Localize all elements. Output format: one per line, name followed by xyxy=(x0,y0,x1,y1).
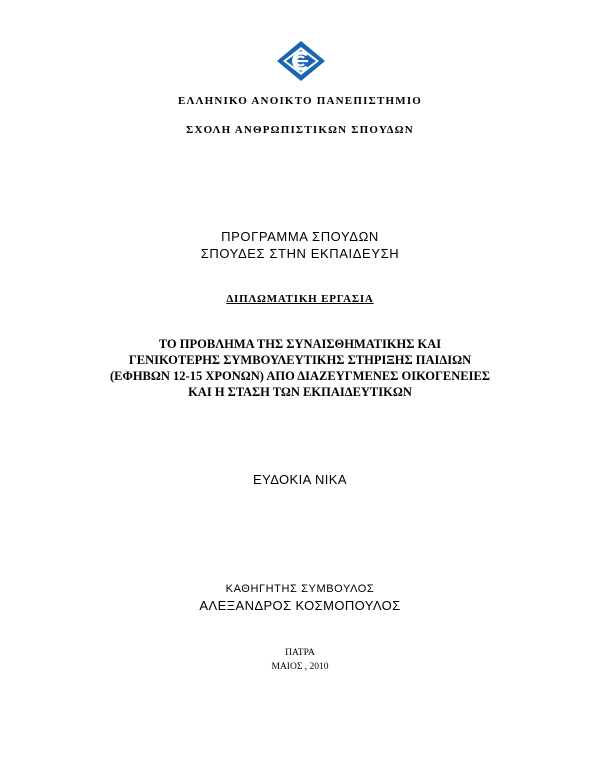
school-name: ΣΧΟΛΗ ΑΝΘΡΩΠΙΣΤΙΚΩΝ ΣΠΟΥΔΩΝ xyxy=(186,124,414,136)
program-subtitle: ΣΠΟΥΔΕΣ ΣΤΗΝ ΕΚΠΑΙΔΕΥΣΗ xyxy=(200,246,400,261)
thesis-title-line: ΚΑΙ Η ΣΤΑΣΗ ΤΩΝ ΕΚΠΑΙΔΕΥΤΙΚΩΝ xyxy=(188,385,412,399)
university-name: ΕΛΛΗΝΙΚΟ ΑΝΟΙΚΤΟ ΠΑΝΕΠΙΣΤΗΜΙΟ xyxy=(177,95,423,107)
thesis-title-line: (ΕΦΗΒΩΝ 12-15 ΧΡΟΝΩΝ) ΑΠΟ ΔΙΑΖΕΥΓΜΕΝΕΣ ΟΙΚΟΓΕΝΕΙΕΣ xyxy=(109,369,491,383)
thesis-title-line: ΓΕΝΙΚΟΤΕΡΗΣ ΣΥΜΒΟΥΛΕΥΤΙΚΗΣ ΣΤΗΡΙΞΗΣ ΠΑΙΔΙΩΝ xyxy=(128,353,472,367)
advisor-name: ΑΛΕΞΑΝΔΡΟΣ ΚΟΣΜΟΠΟΥΛΟΣ xyxy=(199,598,401,613)
university-logo-icon xyxy=(276,40,326,82)
thesis-title-line: ΤΟ ΠΡΟΒΛΗΜΑ ΤΗΣ ΣΥΝΑΙΣΘΗΜΑΤΙΚΗΣ ΚΑΙ xyxy=(158,337,442,351)
author-name: ΕΥΔΟΚΙΑ ΝΙΚΑ xyxy=(253,472,347,487)
program-title: ΠΡΟΓΡΑΜΜΑ ΣΠΟΥΔΩΝ xyxy=(221,229,379,244)
advisor-label: ΚΑΘΗΓΗΤΗΣ ΣΥΜΒΟΥΛΟΣ xyxy=(225,583,375,595)
thesis-label: ΔΙΠΛΩΜΑΤΙΚΗ ΕΡΓΑΣΙΑ xyxy=(226,293,374,305)
date: ΜΑΙΟΣ , 2010 xyxy=(271,662,329,672)
place: ΠΑΤΡΑ xyxy=(285,648,315,658)
